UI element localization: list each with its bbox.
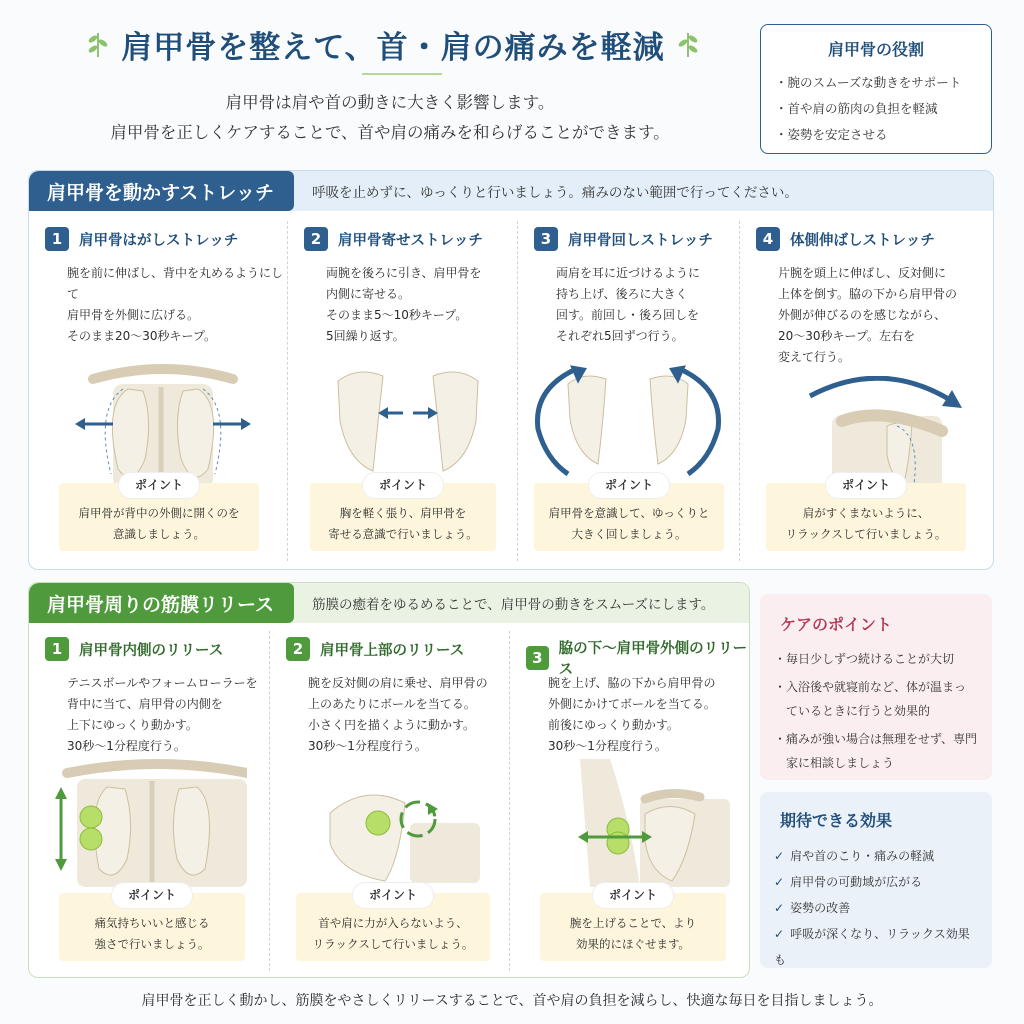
card-body: 両腕を後ろに引き、肩甲骨を 内側に寄せる。 そのまま5〜10秒キープ。 5回繰り返す。: [326, 266, 482, 343]
shoulder-blade-squeeze-illustration: [328, 361, 488, 491]
shoulder-blade-spread-illustration: [73, 349, 253, 489]
effect-item: ✓ 姿勢の改善: [774, 901, 851, 915]
step-number: 2: [304, 227, 328, 251]
inner-blade-release-illustration: [47, 759, 247, 887]
card-title: 肩甲骨内側のリリース: [79, 642, 224, 659]
card-body: 両肩を耳に近づけるように 持ち上げ、後ろに大きく 回す。前回し・後ろ回しを それぞれ5回ずつ行う。: [556, 266, 701, 343]
stretch-card-4: [739, 221, 993, 561]
role-box: [760, 24, 992, 154]
point-label: ポイント: [826, 473, 906, 498]
footer-text: 肩甲骨を正しく動かし、筋膜をやさしくリリースすることで、首や肩の負担を減らし、快適な毎日を目指しましょう。: [141, 993, 883, 1009]
stretch-card-2: [287, 221, 517, 561]
card-title: 脇の下〜肩甲骨外側のリリース: [558, 641, 748, 678]
step-number: 3: [534, 227, 558, 251]
title-divider: [362, 73, 442, 75]
card-body: 腕を前に伸ばし、背中を丸めるようにして 肩甲骨を外側に広げる。 そのまま20〜30秒キープ。: [67, 266, 284, 343]
care-points-box: [760, 594, 992, 780]
card-body: テニスボールやフォームローラーを 背中に当て、肩甲骨の内側を 上下にゆっくり動かす。 30秒〜1分程度行う。: [67, 676, 258, 753]
card-title: 体側伸ばしストレッチ: [790, 232, 935, 249]
step-number: 1: [45, 227, 69, 251]
point-box: ポイント 首や肩に力が入らないよう、 リラックスして行いましょう。: [296, 893, 490, 961]
card-title: 肩甲骨回しストレッチ: [568, 232, 713, 249]
release-section: [28, 582, 750, 978]
expected-effects-box: [760, 792, 992, 968]
card-body: 腕を反対側の肩に乗せ、肩甲骨の 上のあたりにボールを当てる。 小さく円を描くように動かす。 30秒〜1分程度行う。: [308, 676, 488, 753]
release-section-header: [29, 583, 749, 623]
point-box: ポイント 肩甲骨が背中の外側に開くのを 意識しましょう。: [59, 483, 259, 551]
leaf-icon: [675, 29, 701, 59]
stretch-section: [28, 170, 994, 570]
armpit-release-illustration: [560, 759, 730, 887]
release-card-2: [269, 631, 509, 971]
stretch-section-header: [29, 171, 993, 211]
point-box: ポイント 肩がすくまないように、 リラックスして行いましょう。: [766, 483, 966, 551]
step-number: 1: [45, 637, 69, 661]
card-body: 片腕を頭上に伸ばし、反対側に 上体を倒す。脇の下から肩甲骨の 外側が伸びるのを感じながら、 20〜30秒キープ。左右を 変えて行う。: [778, 266, 958, 364]
page-title: [48, 20, 738, 68]
stretch-card-1: [29, 221, 287, 561]
point-box: ポイント 痛気持ちいいと感じる 強さで行いましょう。: [59, 893, 245, 961]
check-icon: ✓: [774, 875, 785, 889]
point-label: ポイント: [112, 883, 192, 908]
stretch-section-description: 呼吸を止めずに、ゆっくりと行いましょう。痛みのない範囲で行ってください。: [312, 185, 798, 201]
leaf-icon: [85, 29, 111, 59]
point-label: ポイント: [589, 473, 669, 498]
point-label: ポイント: [119, 473, 199, 498]
point-label: ポイント: [593, 883, 673, 908]
intro-line: 肩甲骨を正しくケアすることで、首や肩の痛みを和らげることができます。: [110, 123, 670, 142]
stretch-card-3: [517, 221, 739, 561]
shoulder-roll-illustration: [528, 349, 728, 489]
release-card-3: [509, 631, 749, 971]
step-number: 3: [526, 646, 549, 670]
role-box-title: 肩甲骨の役割: [827, 40, 924, 59]
upper-blade-release-illustration: [310, 763, 490, 887]
card-title: 肩甲骨寄せストレッチ: [338, 232, 483, 249]
intro-text: [40, 88, 740, 148]
check-icon: ✓: [774, 901, 785, 915]
stretch-section-title: 肩甲骨を動かすストレッチ: [29, 171, 294, 211]
card-title: 肩甲骨上部のリリース: [320, 642, 465, 659]
intro-line: 肩甲骨は肩や首の動きに大きく影響します。: [225, 93, 555, 112]
point-label: ポイント: [363, 473, 443, 498]
title-text: 肩甲骨を整えて、首・肩の痛みを軽減: [121, 29, 665, 66]
point-box: ポイント 肩甲骨を意識して、ゆっくりと 大きく回しましょう。: [534, 483, 724, 551]
effect-item: ✓ 肩や首のこり・痛みの軽減: [774, 849, 935, 863]
care-item: ・ 入浴後や就寝前など、体が温まっているときに行うと効果的: [774, 675, 978, 723]
release-section-description: 筋膜の癒着をゆるめることで、肩甲骨の動きをスムーズにします。: [312, 597, 715, 613]
effect-box-title: 期待できる効果: [780, 811, 893, 830]
step-number: 4: [756, 227, 780, 251]
role-item: ・ 腕のスムーズな動きをサポート: [775, 70, 977, 96]
check-icon: ✓: [774, 927, 785, 941]
card-title: 肩甲骨はがしストレッチ: [79, 232, 239, 249]
role-item: ・ 姿勢を安定させる: [775, 122, 977, 148]
effect-item: ✓ 呼吸が深くなり、リラックス効果も: [774, 927, 970, 967]
effect-item: ✓ 肩甲骨の可動域が広がる: [774, 875, 923, 889]
point-box: ポイント 胸を軽く張り、肩甲骨を 寄せる意識で行いましょう。: [310, 483, 496, 551]
care-item: ・ 毎日少しずつ続けることが大切: [774, 647, 978, 671]
step-number: 2: [286, 637, 310, 661]
point-box: ポイント 腕を上げることで、より 効果的にほぐせます。: [540, 893, 726, 961]
role-item: ・ 首や肩の筋肉の負担を軽減: [775, 96, 977, 122]
check-icon: ✓: [774, 849, 785, 863]
card-body: 腕を上げ、脇の下から肩甲骨の 外側にかけてボールを当てる。 前後にゆっくり動かす。 30秒〜1分程度行う。: [548, 676, 716, 753]
care-item: ・ 痛みが強い場合は無理をせず、専門家に相談しましょう: [774, 727, 978, 775]
point-label: ポイント: [353, 883, 433, 908]
release-section-title: 肩甲骨周りの筋膜リリース: [29, 583, 294, 623]
care-box-title: ケアのポイント: [780, 615, 893, 634]
release-card-1: [29, 631, 269, 971]
